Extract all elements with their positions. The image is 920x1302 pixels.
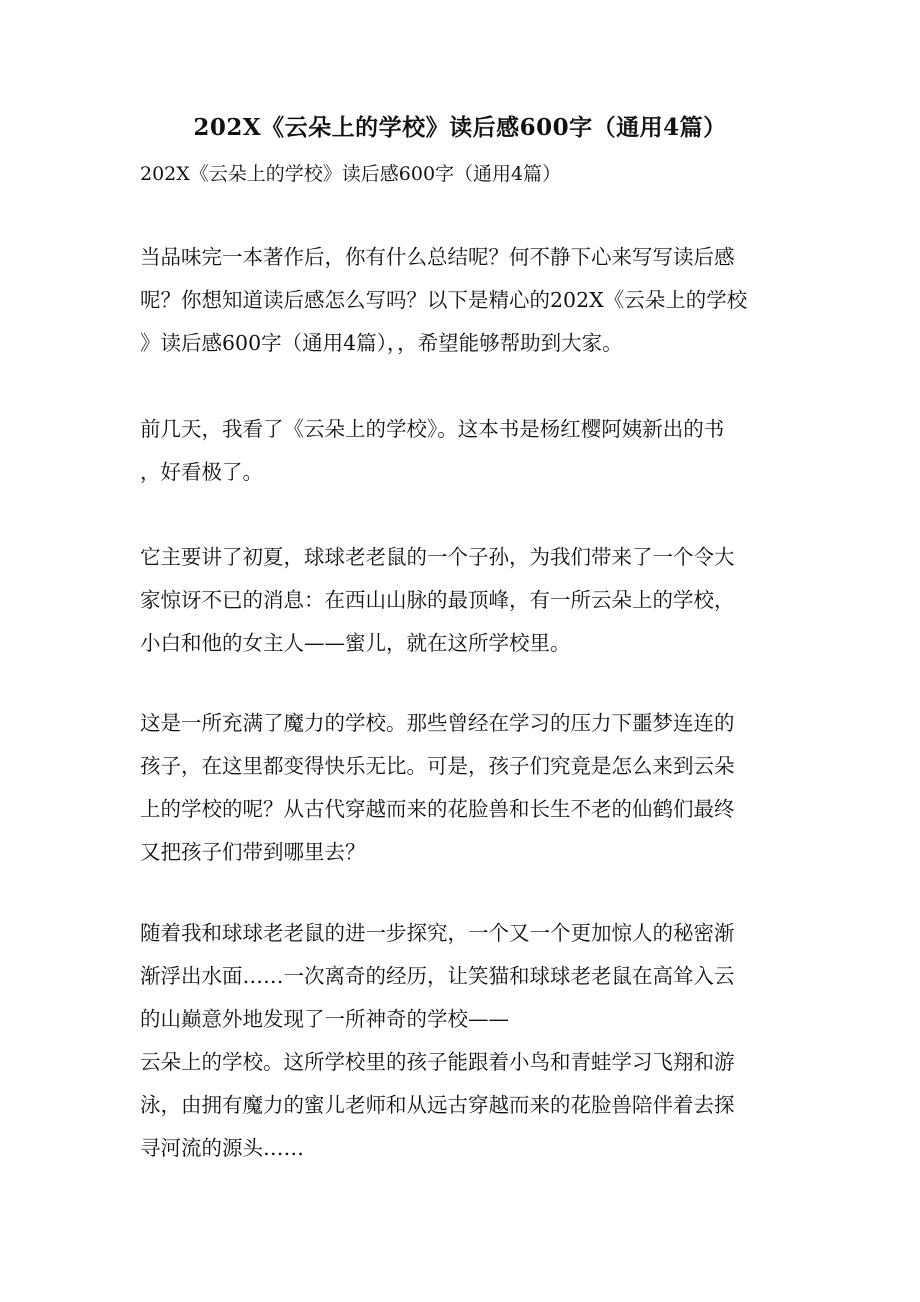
text-line: 上的学校的呢？从古代穿越而来的花脸兽和长生不老的仙鹤们最终: [140, 797, 735, 821]
text-line: 又把孩子们带到哪里去？: [140, 840, 366, 864]
text-line: 云朵上的学校。这所学校里的孩子能跟着小鸟和青蛙学习飞翔和游: [140, 1050, 735, 1074]
paragraph-reading: [140, 408, 780, 494]
text-line: 泳，由拥有魔力的蜜儿老师和从远古穿越而来的花脸兽陪伴着去探: [140, 1093, 735, 1117]
text-line: 寻河流的源头……: [140, 1136, 304, 1160]
text-line: 前几天，我看了《云朵上的学校》。这本书是杨红樱阿姨新出的书: [140, 417, 725, 441]
paragraph-summary: [140, 536, 780, 665]
text-line: 孩子，在这里都变得快乐无比。可是，孩子们究竟是怎么来到云朵: [140, 754, 735, 778]
text-line: 渐浮出水面……一次离奇的经历，让笑猫和球球老老鼠在高耸入云: [140, 964, 735, 988]
text-line: 的山巅意外地发现了一所神奇的学校——: [140, 1007, 509, 1031]
document-subtitle: 202X《云朵上的学校》读后感600字（通用4篇）: [140, 163, 562, 185]
text-line: 当品味完一本著作后，你有什么总结呢？何不静下心来写写读后感: [140, 245, 735, 269]
text-line: 家惊讶不已的消息：在西山山脉的最顶峰，有一所云朵上的学校，: [140, 588, 735, 612]
text-line: 小白和他的女主人——蜜儿，就在这所学校里。: [140, 631, 571, 655]
text-line: 它主要讲了初夏，球球老老鼠的一个子孙，为我们带来了一个令大: [140, 545, 735, 569]
paragraph-magic-school: [140, 702, 780, 874]
text-line: 》读后感600字（通用4篇），，希望能够帮助到大家。: [140, 331, 623, 355]
text-line: ，好看极了。: [140, 460, 263, 484]
document-title: 202X《云朵上的学校》读后感600字（通用4篇）: [193, 114, 727, 141]
text-line: 呢？你想知道读后感怎么写吗？以下是精心的202X《云朵上的学校: [140, 288, 748, 312]
paragraph-exploration: [140, 912, 780, 1170]
text-line: 这是一所充满了魔力的学校。那些曾经在学习的压力下噩梦连连的: [140, 711, 735, 735]
paragraph-intro: [140, 236, 780, 365]
text-line: 随着我和球球老老鼠的进一步探究，一个又一个更加惊人的秘密渐: [140, 921, 735, 945]
